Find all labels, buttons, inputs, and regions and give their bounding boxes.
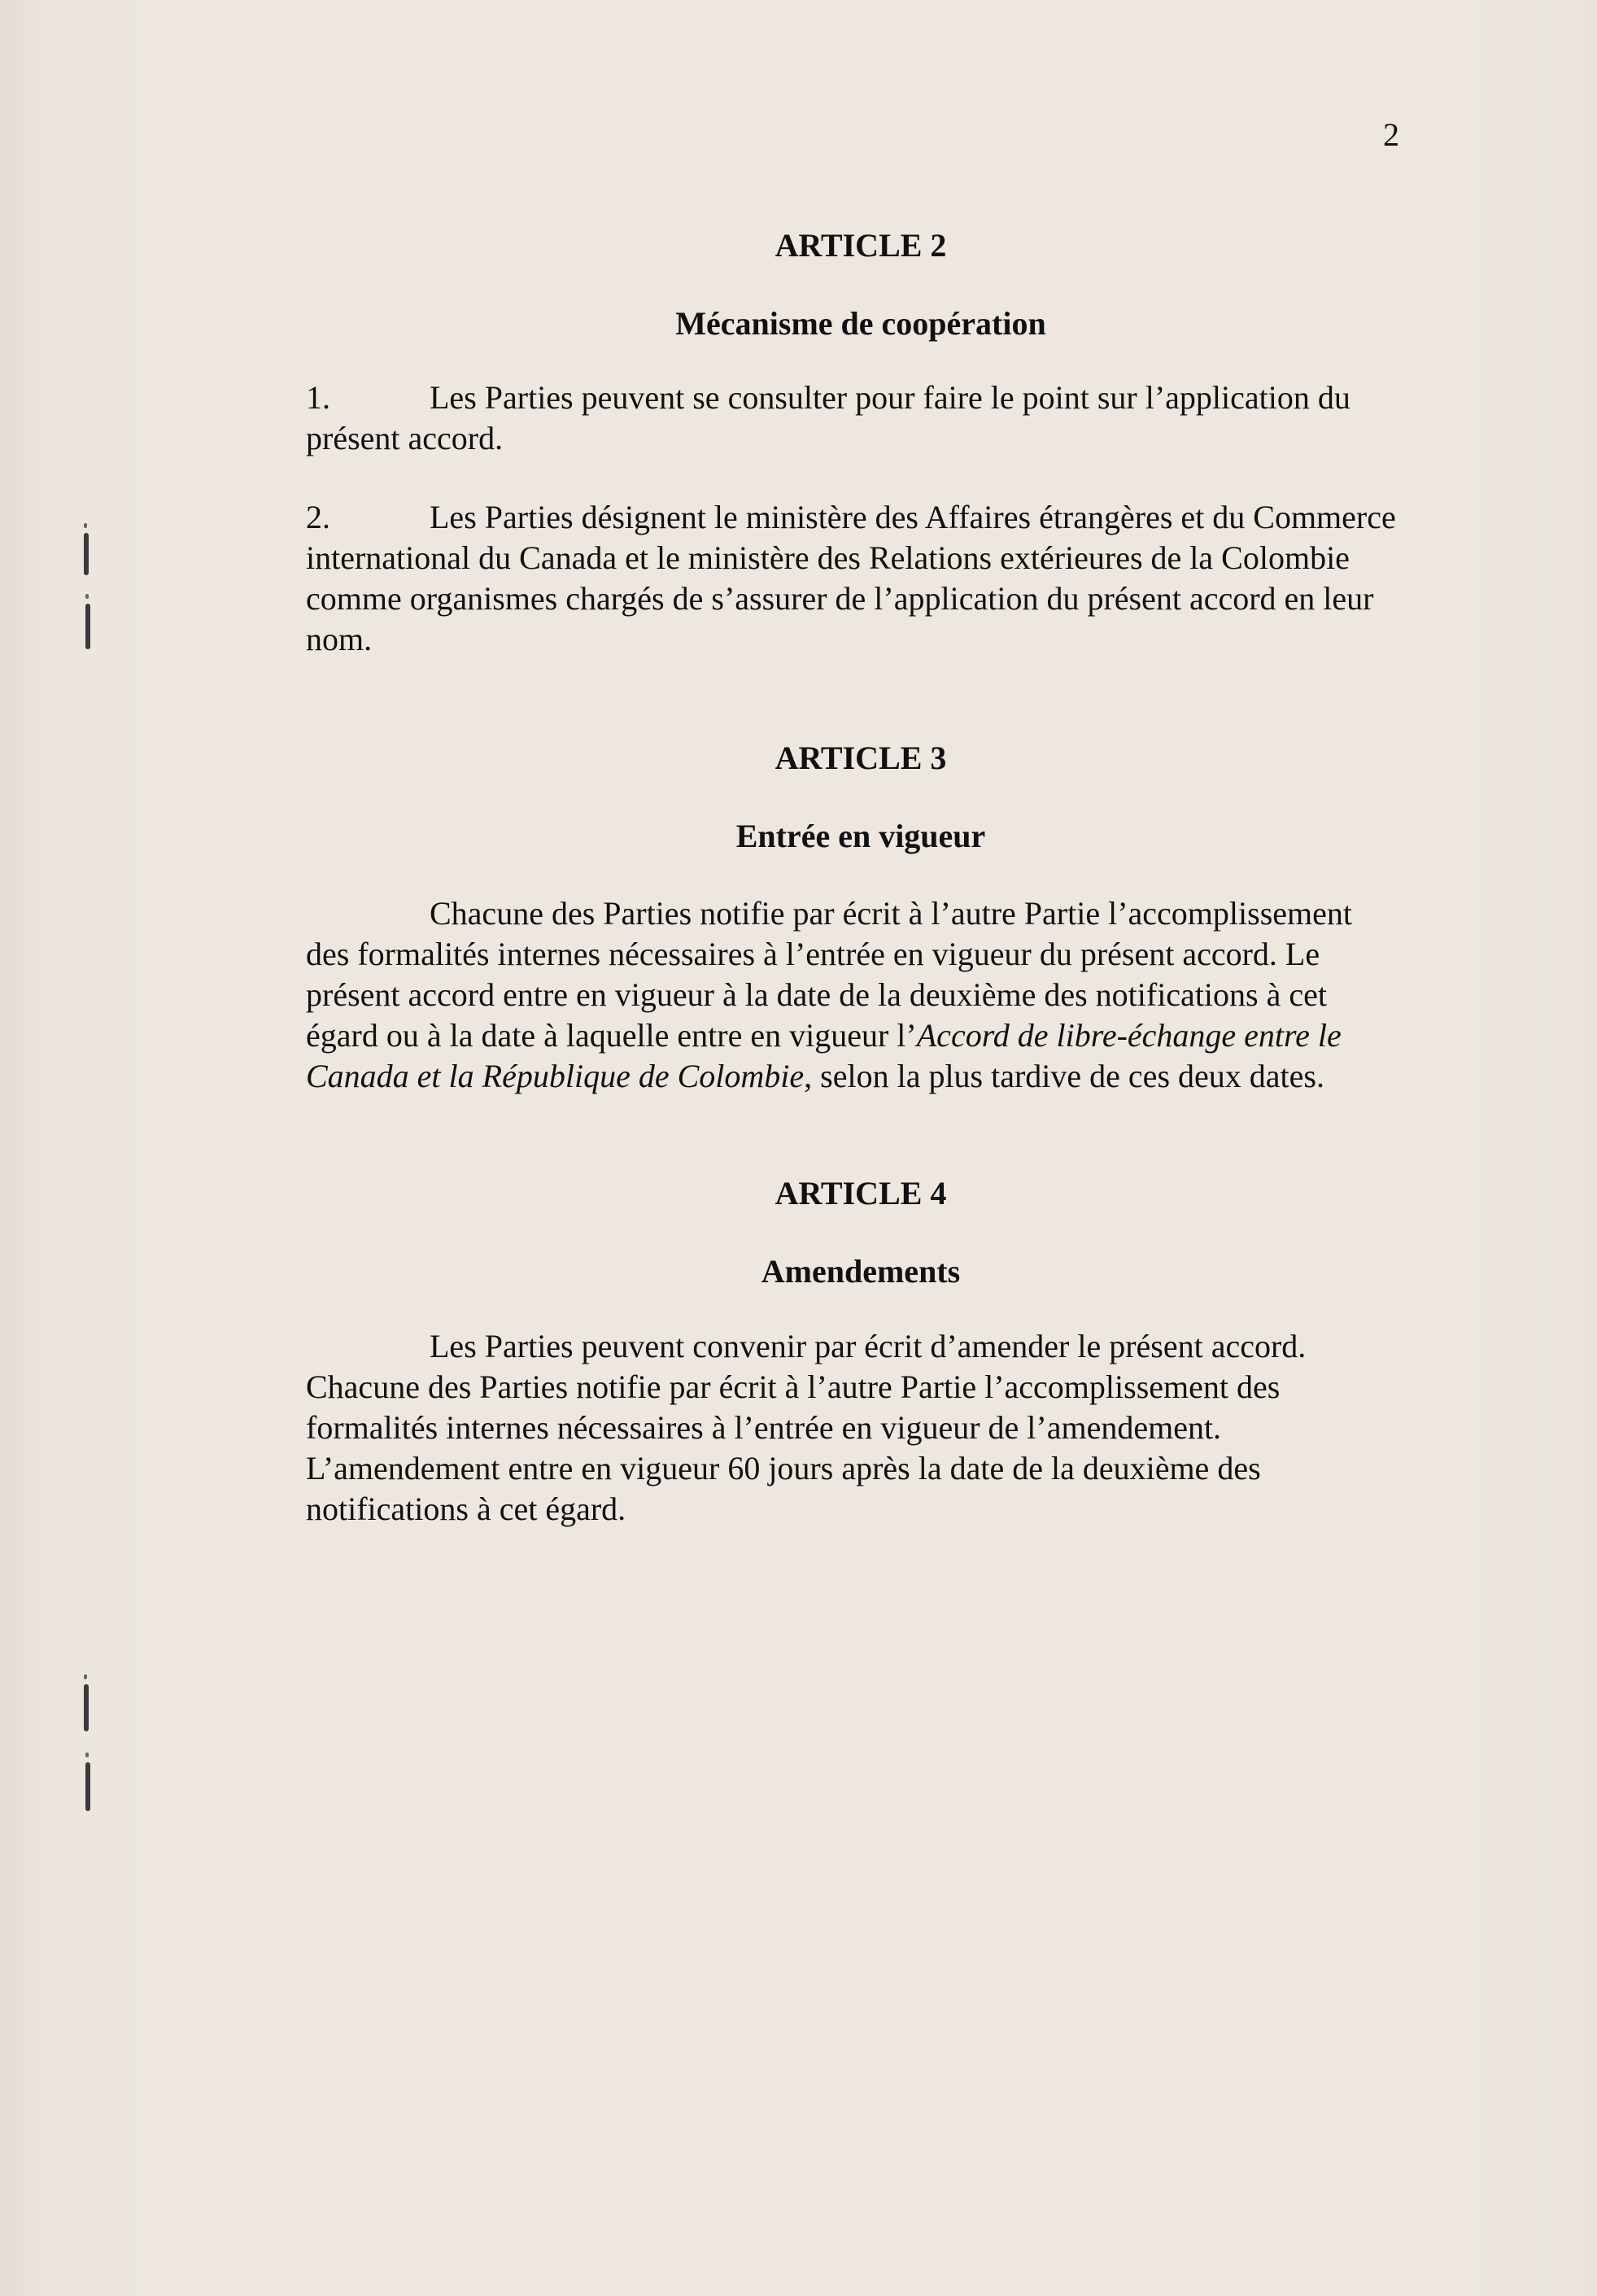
article-4-heading: ARTICLE 4 — [775, 1175, 947, 1211]
paragraph-number: 1. — [306, 379, 330, 416]
article-2-paragraph-2 — [306, 497, 1400, 660]
paragraph-text: Les Parties désignent le ministère des Affaires étrangères et du Commerce international du Canada et le ministère des Relations extérieures de la Colombie comme organismes chargés de s’assurer de l’application du présent accord en leur nom. — [306, 499, 1396, 657]
article-2-subheading: Mécanisme de coopération — [675, 305, 1046, 342]
article-2-heading: ARTICLE 2 — [775, 227, 947, 264]
agreement-title: Accord de libre-échange entre le Canada et la République de Colombie — [306, 1017, 1342, 1094]
paragraph-text: Les Parties peuvent se consulter pour faire le point sur l’application du présent accord. — [306, 379, 1350, 456]
paragraph-number: 2. — [306, 499, 330, 535]
binding-staple-mark — [85, 604, 90, 649]
page-number: 2 — [1383, 116, 1399, 153]
article-4-paragraph — [306, 1326, 1400, 1530]
article-4-subheading: Amendements — [761, 1253, 961, 1290]
article-2-paragraph-1 — [306, 378, 1400, 459]
paragraph-text: Les Parties peuvent convenir par écrit d’amender le présent accord. Chacune des Parties notifie par écrit à l’autre Partie l’accomplissement des formalités internes nécessaires à l’entrée en vigueur de l’amendement. L’amendement entre en vigueur 60 jours après la date de la deuxième des notifications à cet égard. — [306, 1328, 1307, 1527]
paragraph-text-end: , selon la plus tardive de ces deux dates. — [804, 1058, 1324, 1094]
paragraph-text: Chacune des Parties notifie par écrit à l’autre Partie l’accomplissement des formalités internes nécessaires à l’entrée en vigueur du présent accord. Le présent accord entre en vigueur à la date de la deuxième des notifications à cet égard ou à la date à laquelle entre en vigueur l’ — [306, 895, 1353, 1054]
binding-staple-mark — [84, 533, 89, 575]
article-3-subheading: Entrée en vigueur — [735, 818, 986, 854]
binding-staple-mark — [84, 1684, 89, 1731]
article-3-heading: ARTICLE 3 — [775, 740, 947, 776]
article-3-paragraph — [306, 893, 1400, 1097]
binding-staple-mark — [85, 1762, 90, 1811]
